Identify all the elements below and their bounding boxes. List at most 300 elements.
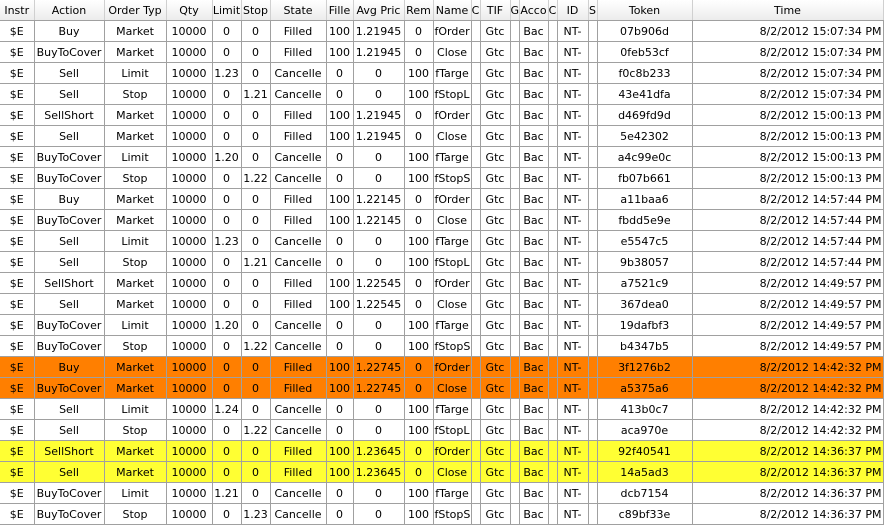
cell-limit: 1.20	[212, 315, 241, 336]
cell-avg-pric: 0	[353, 84, 404, 105]
cell-s	[588, 231, 597, 252]
cell-instr: $E	[0, 42, 34, 63]
order-row[interactable]	[0, 252, 883, 273]
cell-limit: 0	[212, 441, 241, 462]
cell-acco: Bac	[519, 147, 548, 168]
cell-name: fStopS	[433, 504, 471, 525]
cell-tif: Gtc	[480, 252, 510, 273]
cell-c	[548, 399, 557, 420]
cell-tif: Gtc	[480, 399, 510, 420]
column-header[interactable]: Action	[34, 0, 104, 21]
cell-order-typ: Market	[104, 378, 166, 399]
cell-time: 8/2/2012 15:00:13 PM	[692, 105, 883, 126]
cell-stop: 0	[241, 147, 270, 168]
cell-avg-pric: 1.23645	[353, 441, 404, 462]
cell-s	[588, 63, 597, 84]
cell-token: a11baa6	[597, 189, 692, 210]
cell-g	[510, 189, 519, 210]
cell-token: 19dafbf3	[597, 315, 692, 336]
cell-c	[471, 294, 480, 315]
cell-id: NT-	[557, 483, 588, 504]
cell-state: Filled	[270, 21, 326, 42]
cell-state: Cancelle	[270, 147, 326, 168]
cell-qty: 10000	[166, 189, 212, 210]
column-header[interactable]: S	[588, 0, 597, 21]
cell-c	[548, 420, 557, 441]
cell-fille: 0	[326, 399, 353, 420]
cell-qty: 10000	[166, 336, 212, 357]
cell-action: BuyToCover	[34, 336, 104, 357]
cell-fille: 100	[326, 189, 353, 210]
order-row[interactable]	[0, 441, 883, 462]
cell-state: Filled	[270, 189, 326, 210]
cell-c	[548, 84, 557, 105]
cell-token: dcb7154	[597, 483, 692, 504]
cell-id: NT-	[557, 336, 588, 357]
cell-c	[471, 420, 480, 441]
cell-qty: 10000	[166, 378, 212, 399]
cell-g	[510, 462, 519, 483]
cell-s	[588, 42, 597, 63]
cell-fille: 100	[326, 378, 353, 399]
cell-acco: Bac	[519, 63, 548, 84]
cell-order-typ: Limit	[104, 483, 166, 504]
cell-id: NT-	[557, 273, 588, 294]
cell-tif: Gtc	[480, 189, 510, 210]
cell-state: Cancelle	[270, 399, 326, 420]
cell-state: Filled	[270, 378, 326, 399]
cell-stop: 0	[241, 42, 270, 63]
cell-action: Sell	[34, 252, 104, 273]
cell-rem: 100	[404, 84, 433, 105]
cell-stop: 0	[241, 294, 270, 315]
cell-avg-pric: 1.22145	[353, 189, 404, 210]
cell-order-typ: Market	[104, 21, 166, 42]
cell-tif: Gtc	[480, 210, 510, 231]
cell-g	[510, 231, 519, 252]
cell-rem: 0	[404, 294, 433, 315]
column-header[interactable]: State	[270, 0, 326, 21]
order-row[interactable]	[0, 105, 883, 126]
cell-qty: 10000	[166, 105, 212, 126]
cell-g	[510, 357, 519, 378]
column-header[interactable]: ID	[557, 0, 588, 21]
cell-stop: 1.23	[241, 504, 270, 525]
cell-fille: 100	[326, 105, 353, 126]
cell-avg-pric: 0	[353, 315, 404, 336]
cell-c	[548, 105, 557, 126]
cell-state: Cancelle	[270, 168, 326, 189]
cell-state: Filled	[270, 273, 326, 294]
cell-order-typ: Stop	[104, 336, 166, 357]
cell-acco: Bac	[519, 504, 548, 525]
cell-state: Filled	[270, 441, 326, 462]
cell-tif: Gtc	[480, 462, 510, 483]
cell-s	[588, 378, 597, 399]
cell-order-typ: Market	[104, 294, 166, 315]
cell-id: NT-	[557, 441, 588, 462]
cell-order-typ: Market	[104, 42, 166, 63]
cell-tif: Gtc	[480, 273, 510, 294]
cell-g	[510, 315, 519, 336]
header-row	[0, 0, 883, 21]
cell-instr: $E	[0, 483, 34, 504]
order-row[interactable]	[0, 420, 883, 441]
cell-stop: 0	[241, 399, 270, 420]
cell-name: fStopS	[433, 336, 471, 357]
cell-instr: $E	[0, 84, 34, 105]
cell-rem: 0	[404, 21, 433, 42]
cell-name: fOrder	[433, 357, 471, 378]
order-row[interactable]	[0, 357, 883, 378]
cell-state: Filled	[270, 105, 326, 126]
cell-instr: $E	[0, 147, 34, 168]
order-row[interactable]	[0, 147, 883, 168]
cell-order-typ: Market	[104, 126, 166, 147]
cell-action: BuyToCover	[34, 483, 104, 504]
cell-rem: 100	[404, 168, 433, 189]
cell-s	[588, 294, 597, 315]
cell-qty: 10000	[166, 21, 212, 42]
cell-id: NT-	[557, 357, 588, 378]
cell-token: 14a5ad3	[597, 462, 692, 483]
cell-name: Close	[433, 42, 471, 63]
column-header[interactable]: Time	[692, 0, 883, 21]
order-row[interactable]	[0, 210, 883, 231]
cell-tif: Gtc	[480, 105, 510, 126]
cell-rem: 100	[404, 231, 433, 252]
order-row[interactable]	[0, 504, 883, 525]
column-header[interactable]: Avg Pric	[353, 0, 404, 21]
column-header[interactable]: Stop	[241, 0, 270, 21]
cell-token: aca970e	[597, 420, 692, 441]
cell-c	[548, 483, 557, 504]
cell-rem: 100	[404, 504, 433, 525]
cell-time: 8/2/2012 14:57:44 PM	[692, 210, 883, 231]
cell-instr: $E	[0, 441, 34, 462]
cell-c	[471, 189, 480, 210]
cell-avg-pric: 0	[353, 483, 404, 504]
cell-rem: 100	[404, 63, 433, 84]
cell-id: NT-	[557, 168, 588, 189]
cell-c	[548, 357, 557, 378]
cell-action: BuyToCover	[34, 210, 104, 231]
cell-acco: Bac	[519, 273, 548, 294]
column-header[interactable]: Token	[597, 0, 692, 21]
cell-qty: 10000	[166, 84, 212, 105]
order-row[interactable]	[0, 462, 883, 483]
cell-rem: 0	[404, 126, 433, 147]
cell-qty: 10000	[166, 126, 212, 147]
order-row[interactable]	[0, 294, 883, 315]
cell-rem: 0	[404, 441, 433, 462]
cell-acco: Bac	[519, 483, 548, 504]
cell-state: Filled	[270, 126, 326, 147]
column-header[interactable]: Name	[433, 0, 471, 21]
cell-token: 07b906d	[597, 21, 692, 42]
cell-c	[548, 441, 557, 462]
cell-avg-pric: 0	[353, 168, 404, 189]
cell-c	[548, 147, 557, 168]
cell-c	[471, 126, 480, 147]
cell-c	[471, 105, 480, 126]
cell-stop: 0	[241, 126, 270, 147]
cell-rem: 100	[404, 315, 433, 336]
cell-name: Close	[433, 210, 471, 231]
order-row[interactable]	[0, 21, 883, 42]
cell-token: d469fd9d	[597, 105, 692, 126]
cell-instr: $E	[0, 315, 34, 336]
cell-time: 8/2/2012 14:36:37 PM	[692, 483, 883, 504]
cell-fille: 0	[326, 483, 353, 504]
cell-s	[588, 315, 597, 336]
order-row[interactable]	[0, 273, 883, 294]
cell-id: NT-	[557, 21, 588, 42]
cell-stop: 1.21	[241, 84, 270, 105]
cell-tif: Gtc	[480, 168, 510, 189]
cell-stop: 0	[241, 273, 270, 294]
cell-id: NT-	[557, 504, 588, 525]
cell-time: 8/2/2012 14:57:44 PM	[692, 252, 883, 273]
cell-instr: $E	[0, 294, 34, 315]
cell-s	[588, 273, 597, 294]
cell-qty: 10000	[166, 420, 212, 441]
cell-qty: 10000	[166, 462, 212, 483]
cell-name: Close	[433, 126, 471, 147]
cell-g	[510, 84, 519, 105]
cell-rem: 0	[404, 357, 433, 378]
column-header[interactable]: Order Typ	[104, 0, 166, 21]
cell-qty: 10000	[166, 504, 212, 525]
cell-c	[471, 231, 480, 252]
cell-avg-pric: 0	[353, 399, 404, 420]
cell-rem: 0	[404, 378, 433, 399]
order-row[interactable]	[0, 399, 883, 420]
order-row[interactable]	[0, 378, 883, 399]
cell-stop: 0	[241, 105, 270, 126]
cell-tif: Gtc	[480, 147, 510, 168]
cell-instr: $E	[0, 210, 34, 231]
cell-c	[471, 168, 480, 189]
cell-tif: Gtc	[480, 357, 510, 378]
cell-token: 92f40541	[597, 441, 692, 462]
cell-rem: 0	[404, 189, 433, 210]
cell-time: 8/2/2012 15:07:34 PM	[692, 21, 883, 42]
cell-g	[510, 105, 519, 126]
cell-instr: $E	[0, 126, 34, 147]
cell-fille: 100	[326, 441, 353, 462]
cell-name: fOrder	[433, 441, 471, 462]
cell-limit: 0	[212, 294, 241, 315]
cell-fille: 0	[326, 315, 353, 336]
cell-s	[588, 504, 597, 525]
column-header[interactable]: Acco	[519, 0, 548, 21]
cell-c	[548, 210, 557, 231]
cell-instr: $E	[0, 399, 34, 420]
column-header[interactable]: Limit	[212, 0, 241, 21]
cell-c	[548, 42, 557, 63]
cell-name: Close	[433, 378, 471, 399]
cell-stop: 0	[241, 378, 270, 399]
cell-stop: 0	[241, 189, 270, 210]
column-header[interactable]: Qty	[166, 0, 212, 21]
cell-name: fStopS	[433, 168, 471, 189]
cell-time: 8/2/2012 14:36:37 PM	[692, 462, 883, 483]
cell-instr: $E	[0, 336, 34, 357]
cell-c	[548, 378, 557, 399]
cell-avg-pric: 0	[353, 63, 404, 84]
cell-fille: 0	[326, 252, 353, 273]
cell-action: Buy	[34, 357, 104, 378]
column-header[interactable]: G	[510, 0, 519, 21]
cell-name: fStopL	[433, 84, 471, 105]
cell-tif: Gtc	[480, 504, 510, 525]
cell-acco: Bac	[519, 294, 548, 315]
cell-stop: 0	[241, 357, 270, 378]
cell-avg-pric: 1.22745	[353, 357, 404, 378]
cell-avg-pric: 1.22545	[353, 273, 404, 294]
cell-c	[471, 399, 480, 420]
cell-id: NT-	[557, 294, 588, 315]
cell-s	[588, 399, 597, 420]
cell-acco: Bac	[519, 42, 548, 63]
cell-tif: Gtc	[480, 231, 510, 252]
cell-name: Close	[433, 294, 471, 315]
cell-acco: Bac	[519, 231, 548, 252]
cell-acco: Bac	[519, 399, 548, 420]
cell-stop: 0	[241, 231, 270, 252]
cell-rem: 100	[404, 336, 433, 357]
cell-rem: 0	[404, 210, 433, 231]
cell-order-typ: Stop	[104, 252, 166, 273]
cell-c	[548, 294, 557, 315]
cell-c	[471, 273, 480, 294]
cell-time: 8/2/2012 15:07:34 PM	[692, 63, 883, 84]
cell-order-typ: Market	[104, 357, 166, 378]
cell-order-typ: Market	[104, 441, 166, 462]
column-header[interactable]: C	[548, 0, 557, 21]
cell-avg-pric: 0	[353, 336, 404, 357]
order-row[interactable]	[0, 315, 883, 336]
cell-id: NT-	[557, 42, 588, 63]
cell-stop: 1.22	[241, 168, 270, 189]
cell-time: 8/2/2012 15:07:34 PM	[692, 42, 883, 63]
cell-name: fTarge	[433, 63, 471, 84]
column-header[interactable]: Fille	[326, 0, 353, 21]
cell-avg-pric: 0	[353, 231, 404, 252]
cell-c	[548, 168, 557, 189]
cell-limit: 0	[212, 378, 241, 399]
cell-fille: 100	[326, 42, 353, 63]
cell-qty: 10000	[166, 147, 212, 168]
cell-instr: $E	[0, 273, 34, 294]
cell-tif: Gtc	[480, 21, 510, 42]
order-row[interactable]	[0, 231, 883, 252]
cell-s	[588, 252, 597, 273]
cell-order-typ: Limit	[104, 63, 166, 84]
cell-c	[471, 147, 480, 168]
cell-g	[510, 504, 519, 525]
cell-token: a7521c9	[597, 273, 692, 294]
cell-name: fOrder	[433, 105, 471, 126]
cell-c	[471, 42, 480, 63]
cell-rem: 100	[404, 147, 433, 168]
cell-acco: Bac	[519, 378, 548, 399]
cell-name: fStopL	[433, 252, 471, 273]
cell-acco: Bac	[519, 252, 548, 273]
cell-id: NT-	[557, 252, 588, 273]
cell-action: BuyToCover	[34, 378, 104, 399]
order-row[interactable]	[0, 84, 883, 105]
cell-fille: 100	[326, 210, 353, 231]
cell-time: 8/2/2012 14:49:57 PM	[692, 336, 883, 357]
cell-acco: Bac	[519, 21, 548, 42]
cell-stop: 0	[241, 462, 270, 483]
cell-time: 8/2/2012 14:49:57 PM	[692, 273, 883, 294]
order-row[interactable]	[0, 126, 883, 147]
cell-c	[548, 252, 557, 273]
cell-time: 8/2/2012 15:00:13 PM	[692, 168, 883, 189]
cell-tif: Gtc	[480, 315, 510, 336]
cell-avg-pric: 1.23645	[353, 462, 404, 483]
order-row[interactable]	[0, 168, 883, 189]
cell-g	[510, 441, 519, 462]
cell-c	[548, 126, 557, 147]
cell-fille: 0	[326, 231, 353, 252]
column-header[interactable]: Rem	[404, 0, 433, 21]
cell-token: a5375a6	[597, 378, 692, 399]
cell-state: Cancelle	[270, 231, 326, 252]
cell-qty: 10000	[166, 399, 212, 420]
order-row[interactable]	[0, 42, 883, 63]
cell-state: Filled	[270, 294, 326, 315]
cell-acco: Bac	[519, 462, 548, 483]
cell-s	[588, 462, 597, 483]
order-row[interactable]	[0, 483, 883, 504]
cell-token: 9b38057	[597, 252, 692, 273]
order-row[interactable]	[0, 63, 883, 84]
cell-action: Sell	[34, 462, 104, 483]
order-row[interactable]	[0, 336, 883, 357]
cell-name: fTarge	[433, 231, 471, 252]
cell-fille: 0	[326, 147, 353, 168]
cell-c	[548, 462, 557, 483]
cell-name: fTarge	[433, 399, 471, 420]
cell-acco: Bac	[519, 336, 548, 357]
cell-tif: Gtc	[480, 483, 510, 504]
cell-tif: Gtc	[480, 42, 510, 63]
cell-order-typ: Stop	[104, 420, 166, 441]
cell-order-typ: Limit	[104, 399, 166, 420]
cell-c	[548, 273, 557, 294]
cell-c	[471, 357, 480, 378]
cell-g	[510, 420, 519, 441]
cell-tif: Gtc	[480, 441, 510, 462]
cell-fille: 100	[326, 21, 353, 42]
cell-acco: Bac	[519, 315, 548, 336]
cell-order-typ: Stop	[104, 84, 166, 105]
cell-action: Sell	[34, 84, 104, 105]
cell-g	[510, 42, 519, 63]
cell-limit: 0	[212, 210, 241, 231]
cell-c	[471, 84, 480, 105]
order-row[interactable]	[0, 189, 883, 210]
column-header[interactable]: C	[471, 0, 480, 21]
cell-id: NT-	[557, 315, 588, 336]
column-header[interactable]: TIF	[480, 0, 510, 21]
column-header[interactable]: Instr	[0, 0, 34, 21]
cell-state: Cancelle	[270, 315, 326, 336]
